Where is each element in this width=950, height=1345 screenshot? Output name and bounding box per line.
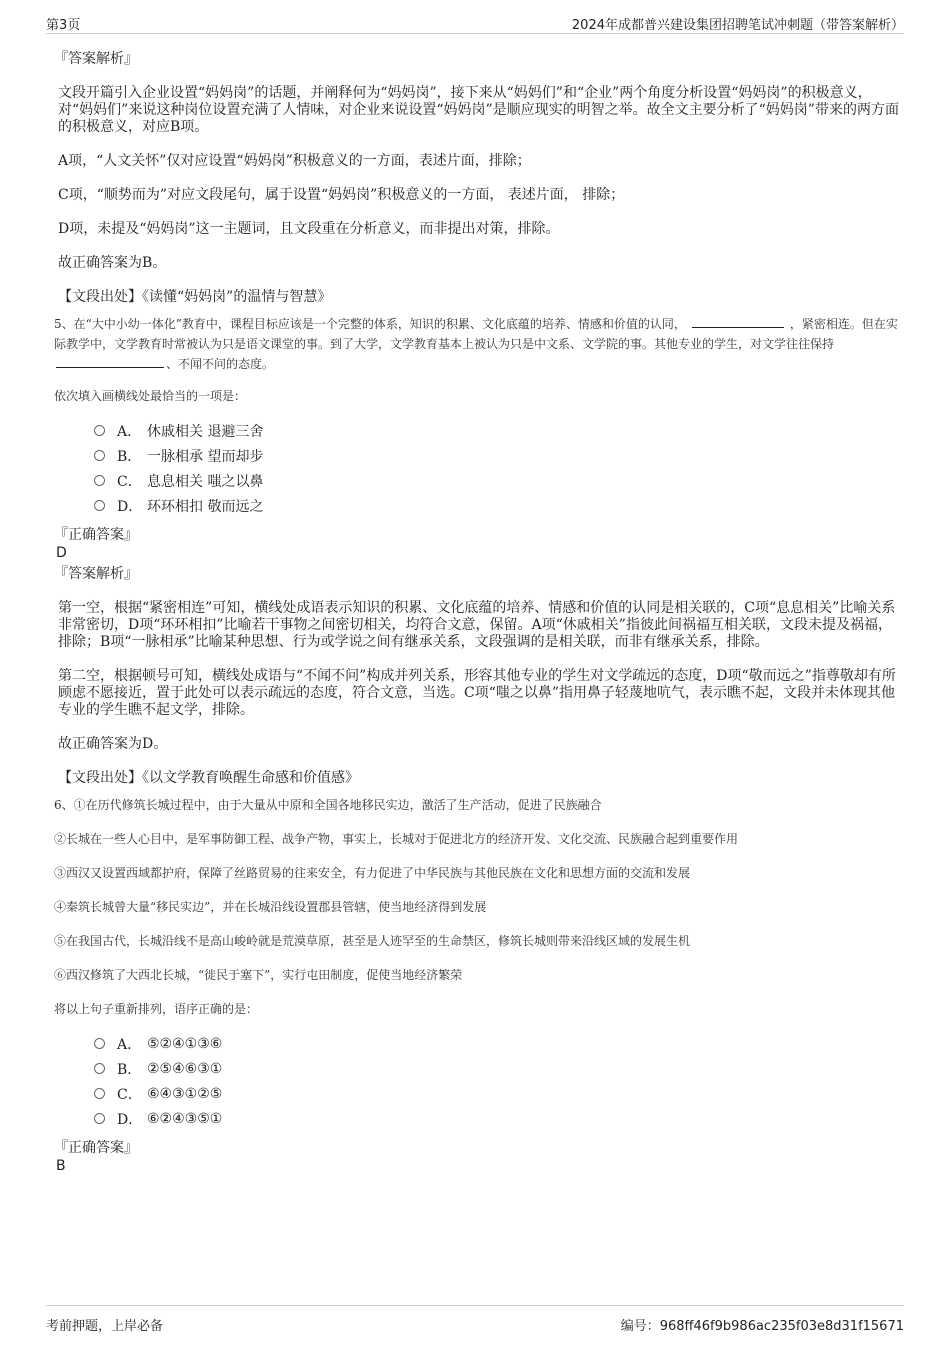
q4-analysis-paragraph: 文段开篇引入企业设置“妈妈岗”的话题，并阐释何为“妈妈岗”，接下来从“妈妈们”和“企业”两个角度分析设置“妈妈岗”的积极意义，对“妈妈们”来说这种岗位设置充满了人情味，对企业来说设置“妈妈岗”是顺应现实的明智之举。故全文主要分析了“妈妈岗”带来的两方面的积极意义，对应B项。: [58, 85, 899, 135]
q4-analysis-option-d: D项，未提及“妈妈岗”这一主题词，且文段重在分析意义，而非提出对策，排除。: [58, 221, 560, 237]
q4-analysis-option-c: C项，“顺势而为”对应文段尾句，属于设置“妈妈岗”积极意义的一方面， 表述片面， 排除；: [58, 187, 625, 203]
q5-conclusion: 故正确答案为D。: [58, 736, 168, 752]
q4-analysis-option-a: A项，“人文关怀”仅对应设置“妈妈岗”积极意义的一方面，表述片面，排除；: [58, 153, 531, 169]
q5-blank-2: [56, 355, 164, 368]
q5-option-a[interactable]: A． 休戚相关 退避三舍: [94, 418, 899, 443]
radio-icon[interactable]: [94, 1088, 105, 1099]
footer-slogan: 考前押题，上岸必备: [46, 1319, 164, 1334]
page-header: [0, 0, 950, 34]
radio-icon[interactable]: [94, 1113, 105, 1124]
q6-answer-tag: 『正确答案』: [54, 1140, 138, 1156]
document-title: 2024年成都普兴建设集团招聘笔试冲刺题（带答案解析）: [571, 18, 904, 33]
radio-icon[interactable]: [94, 500, 105, 511]
q6-sentence-5: ⑤在我国古代，长城沿线不是高山峻岭就是荒漠草原，甚至是人迹罕至的生命禁区，修筑长城则带来沿线区域的发展生机: [54, 934, 691, 948]
radio-icon[interactable]: [94, 425, 105, 436]
header-divider: [46, 33, 904, 34]
q5-option-d[interactable]: D． 环环相扣 敬而远之: [94, 493, 899, 518]
q6-sentence-6: ⑥西汉修筑了大西北长城，“徙民于塞下”，实行屯田制度，促使当地经济繁荣: [54, 968, 463, 982]
q5-answer: D: [56, 545, 67, 561]
q5-option-c[interactable]: C． 息息相关 嗤之以鼻: [94, 468, 899, 493]
q6-sentence-2: ②长城在一些人心目中，是军事防御工程、战争产物，事实上，长城对于促进北方的经济开发、文化交流、民族融合起到重要作用: [54, 832, 739, 846]
q6-option-c[interactable]: C． ⑥④③①②⑤: [94, 1081, 899, 1106]
q6-instruction: 将以上句子重新排列，语序正确的是：: [54, 1002, 259, 1016]
footer-divider: [46, 1305, 904, 1306]
radio-icon[interactable]: [94, 1063, 105, 1074]
q5-analysis-tag: 『答案解析』: [54, 566, 138, 582]
radio-icon[interactable]: [94, 1038, 105, 1049]
q6-option-b[interactable]: B． ②⑤④⑥③①: [94, 1056, 899, 1081]
q5-source: 【文段出处】《以文学教育唤醒生命感和价值感》: [58, 770, 359, 786]
q5-stem: 5、在“大中小幼一体化”教育中，课程目标应该是一个完整的体系，知识的积累、文化底蕴的培养、情感和价值的认同， ，紧密相连。但在实际教学中，文学教育时常被认为只是语文课堂的事。到了大学，文学教育基本上被认为只是中文系、文学院的事。其他专业的学生，对文学往往保持、不闻不问的态度。: [54, 317, 898, 371]
q6-sentence-4: ④秦筑长城曾大量“移民实边”，并在长城沿线设置郡县管辖，使当地经济得到发展: [54, 900, 487, 914]
q4-source: 【文段出处】《读懂“妈妈岗”的温情与智慧》: [58, 289, 332, 305]
q5-answer-tag: 『正确答案』: [54, 527, 138, 543]
q5-option-b[interactable]: B． 一脉相承 望而却步: [94, 443, 899, 468]
q6-options: [94, 1031, 899, 1131]
q6-sentence-3: ③西汉又设置西域都护府，保障了丝路贸易的往来安全，有力促进了中华民族与其他民族在文化和思想方面的交流和发展: [54, 866, 691, 880]
q6-option-a[interactable]: A． ⑤②④①③⑥: [94, 1031, 899, 1056]
q5-options: [94, 418, 899, 518]
page-number: 第3页: [46, 18, 81, 33]
q5-blank-1: [692, 315, 784, 328]
document-code: 编号：968ff46f9b986ac235f03e8d31f15671: [620, 1319, 904, 1334]
q6-option-d[interactable]: D． ⑥②④③⑤①: [94, 1106, 899, 1131]
page-footer: [0, 1305, 950, 1345]
q6-answer: B: [56, 1158, 66, 1174]
q5-instruction: 依次填入画横线处最恰当的一项是：: [54, 389, 247, 403]
q5-analysis-paragraph-2: 第二空，根据顿号可知，横线处成语与“不闻不问”构成并列关系，形容其他专业的学生对文学疏远的态度，D项“敬而远之”指尊敬却有所顾虑不愿接近，置于此处可以表示疏远的态度，符合文意，当选。C项“嗤之以鼻”指用鼻子轻蔑地吭气，表示瞧不起，文段并未体现其他专业的学生瞧不起文学，排除。: [58, 668, 896, 718]
q4-analysis-tag: 『答案解析』: [54, 51, 138, 67]
radio-icon[interactable]: [94, 475, 105, 486]
q5-analysis-paragraph-1: 第一空，根据“紧密相连”可知，横线处成语表示知识的积累、文化底蕴的培养、情感和价值的认同是相关联的，C项“息息相关”比喻关系非常密切，D项“环环相扣”比喻若干事物之间密切相关，均符合文意，保留。A项“休戚相关”指彼此间祸福互相关联，文段未提及祸福，排除；B项“一脉相承”比喻某种思想、行为或学说之间有继承关系，文段强调的是相关联，而非有继承关系，排除。: [58, 600, 896, 650]
radio-icon[interactable]: [94, 450, 105, 461]
document-body: [54, 46, 899, 1174]
q4-conclusion: 故正确答案为B。: [58, 255, 167, 271]
q6-sentence-1: 6、①在历代修筑长城过程中，由于大量从中原和全国各地移民实边，激活了生产活动，促进了民族融合: [54, 798, 602, 812]
